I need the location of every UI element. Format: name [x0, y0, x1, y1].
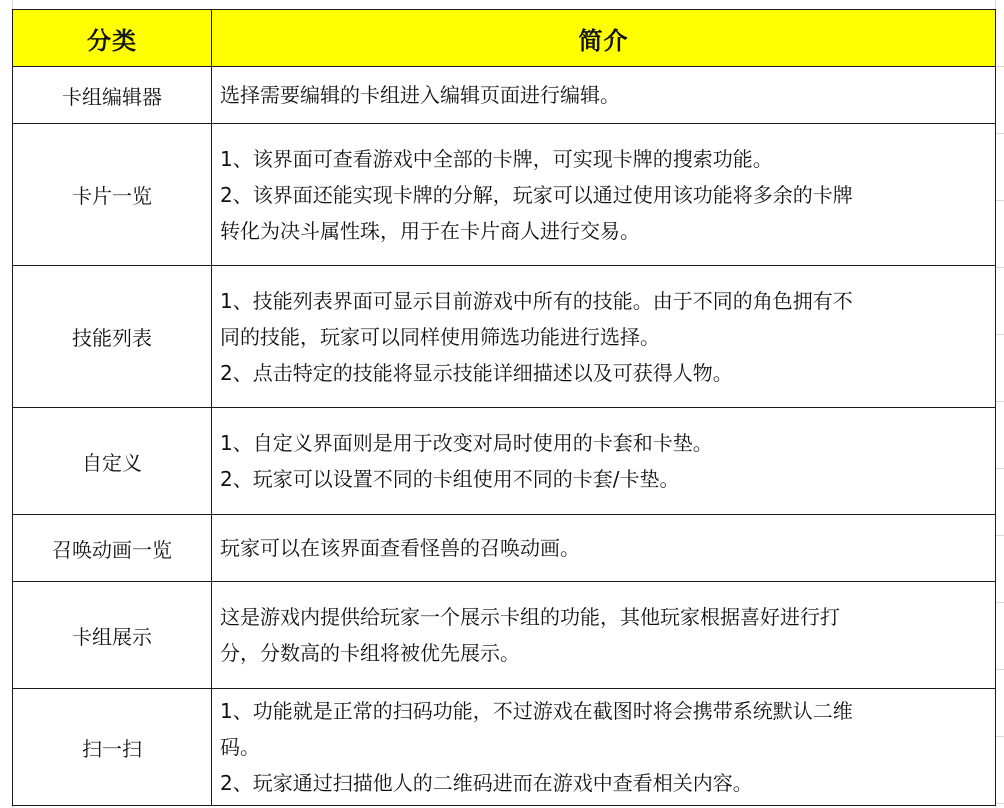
description-line: 2、点击特定的技能将显示技能详细描述以及可获得人物。	[220, 360, 733, 385]
description-line: 2、玩家通过扫描他人的二维码进而在游戏中查看相关内容。	[220, 771, 753, 795]
description-cell[interactable]	[212, 689, 996, 806]
category-cell[interactable]: 召唤动画一览	[13, 515, 212, 582]
description-line: 1、技能列表界面可显示目前游戏中所有的技能。由于不同的角色拥有不	[220, 288, 853, 313]
header-description[interactable]: 简介	[212, 10, 996, 67]
description-cell[interactable]	[212, 124, 996, 266]
description-cell[interactable]	[212, 408, 996, 515]
description-line: 1、功能就是正常的扫码功能，不过游戏在截图时将会携带系统默认二维	[220, 699, 853, 723]
category-cell[interactable]: 卡片一览	[13, 124, 212, 266]
description-line: 玩家可以在该界面查看怪兽的召唤动画。	[220, 536, 580, 560]
description-line: 同的技能，玩家可以同样使用筛选功能进行选择。	[220, 324, 660, 349]
table-row	[13, 582, 996, 689]
category-cell[interactable]: 卡组编辑器	[13, 67, 212, 124]
description-line: 2、玩家可以设置不同的卡组使用不同的卡套/卡垫。	[220, 467, 680, 491]
description-line: 选择需要编辑的卡组进入编辑页面进行编辑。	[220, 83, 620, 107]
header-category[interactable]: 分类	[13, 10, 212, 67]
description-line: 这是游戏内提供给玩家一个展示卡组的功能，其他玩家根据喜好进行打	[220, 605, 840, 629]
table-row	[13, 124, 996, 266]
table-row	[13, 515, 996, 582]
description-line: 1、该界面可查看游戏中全部的卡牌，可实现卡牌的搜索功能。	[220, 146, 773, 171]
feature-table	[12, 9, 996, 806]
table-row	[13, 266, 996, 408]
table-row	[13, 408, 996, 515]
table-row	[13, 689, 996, 806]
gridline-right	[995, 0, 1004, 808]
description-line: 转化为决斗属性珠，用于在卡片商人进行交易。	[220, 218, 640, 243]
description-line: 码。	[220, 735, 260, 759]
category-cell[interactable]: 技能列表	[13, 266, 212, 408]
description-line: 1、自定义界面则是用于改变对局时使用的卡套和卡垫。	[220, 431, 713, 455]
category-cell[interactable]: 扫一扫	[13, 689, 212, 806]
table-row	[13, 67, 996, 124]
description-cell[interactable]	[212, 266, 996, 408]
description-cell[interactable]	[212, 67, 996, 124]
category-cell[interactable]: 自定义	[13, 408, 212, 515]
description-cell[interactable]	[212, 582, 996, 689]
description-cell[interactable]	[212, 515, 996, 582]
description-line: 分，分数高的卡组将被优先展示。	[220, 641, 520, 665]
description-line: 2、该界面还能实现卡牌的分解，玩家可以通过使用该功能将多余的卡牌	[220, 182, 853, 207]
category-cell[interactable]: 卡组展示	[13, 582, 212, 689]
header-row	[13, 10, 996, 67]
